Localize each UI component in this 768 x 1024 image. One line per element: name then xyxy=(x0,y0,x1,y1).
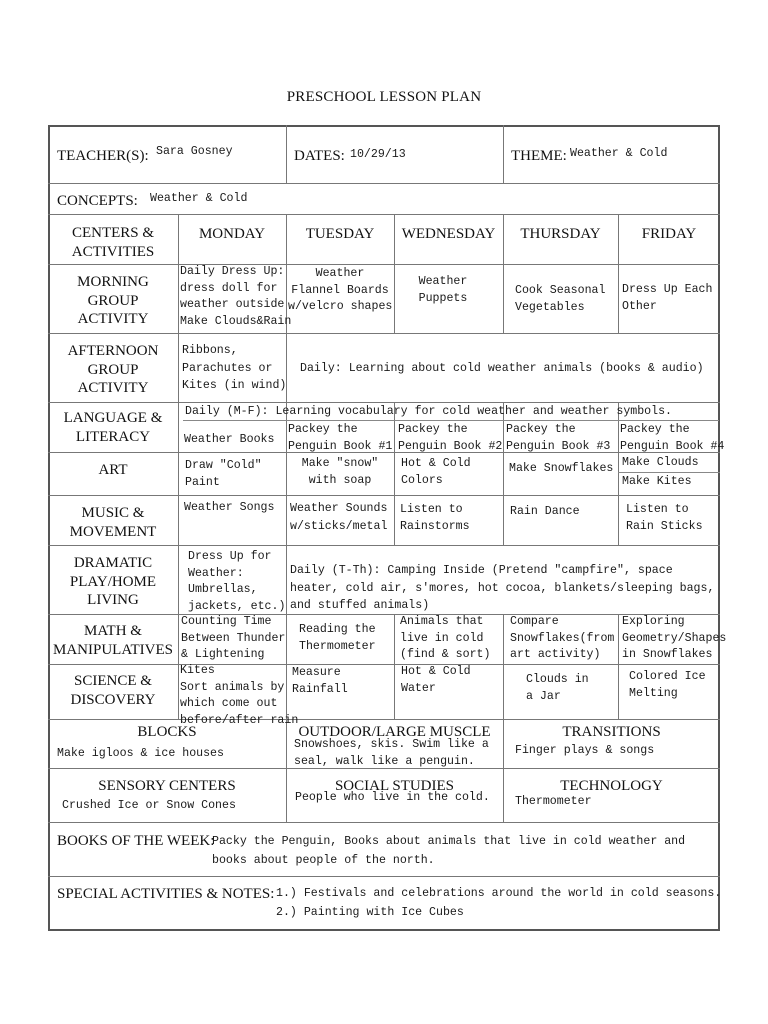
grid-line xyxy=(286,125,287,183)
column-header-friday: FRIDAY xyxy=(641,226,697,242)
grid-line xyxy=(394,402,395,545)
art-tuesday: Make "snow" with soap xyxy=(301,457,379,487)
math-wednesday: Animals that live in cold (find & sort) xyxy=(400,615,491,661)
art-thursday: Make Snowflakes xyxy=(509,462,614,475)
technology-value: Thermometer xyxy=(515,795,592,808)
afternoon-monday: Ribbons, Parachutes or Kites (in wind) xyxy=(182,344,287,392)
morning-wednesday: Weather Puppets xyxy=(418,275,468,305)
column-header-thursday: THURSDAY xyxy=(520,226,601,242)
art-monday: Draw "Cold" Paint xyxy=(185,459,262,489)
daily-underline xyxy=(183,420,719,421)
science-thursday: Clouds in a Jar xyxy=(526,673,589,703)
grid-line xyxy=(48,545,720,546)
music-wednesday: Listen to Rainstorms xyxy=(400,503,470,533)
column-header-monday: MONDAY xyxy=(198,226,266,242)
concepts-value: Weather & Cold xyxy=(150,192,248,205)
grid-line xyxy=(394,614,395,719)
grid-line xyxy=(48,333,720,334)
dramatic-monday: Dress Up for Weather: Umbrellas, jackets, etc.) xyxy=(188,550,286,613)
social-studies-label: SOCIAL STUDIES xyxy=(334,778,455,794)
math-friday: Exploring Geometry/Shapes in Snowflakes xyxy=(622,615,727,661)
transitions-value: Finger plays & songs xyxy=(515,744,655,757)
music-monday: Weather Songs xyxy=(184,501,275,514)
language-tuesday: Packey the Penguin Book #1 xyxy=(288,423,393,453)
column-header-activities: CENTERS & ACTIVITIES xyxy=(71,225,155,260)
art-wednesday: Hot & Cold Colors xyxy=(401,457,471,487)
teacher-label: TEACHER(S): xyxy=(57,148,149,164)
concepts-label: CONCEPTS: xyxy=(57,193,138,209)
grid-line xyxy=(48,822,720,823)
language-daily: Daily (M-F): Learning vocabulary for cold weather and weather symbols. xyxy=(185,405,673,418)
blocks-value: Make igloos & ice houses xyxy=(57,747,224,760)
column-header-wednesday: WEDNESDAY xyxy=(401,226,496,242)
row-label-music-movement: MUSIC & MOVEMENT xyxy=(69,505,157,540)
row-label-morning-group: MORNING GROUP ACTIVITY xyxy=(77,274,149,327)
language-thursday: Packey the Penguin Book #3 xyxy=(506,423,611,453)
language-monday: Weather Books xyxy=(184,433,275,446)
grid-line xyxy=(618,614,619,719)
language-wednesday: Packey the Penguin Book #2 xyxy=(398,423,503,453)
morning-friday: Dress Up Each Other xyxy=(622,283,713,313)
science-wednesday: Hot & Cold Water xyxy=(401,665,471,695)
outdoor-value: Snowshoes, skis. Swim like a seal, walk like a penguin. xyxy=(294,738,489,768)
grid-line xyxy=(503,402,504,545)
art-friday-2: Make Kites xyxy=(622,475,692,488)
grid-line xyxy=(503,125,504,183)
language-friday: Packey the Penguin Book #4 xyxy=(620,423,725,453)
sensory-value: Crushed Ice or Snow Cones xyxy=(62,799,236,812)
grid-line xyxy=(48,183,720,184)
row-label-art: ART xyxy=(98,462,128,478)
morning-tuesday: Weather Flannel Boards w/velcro shapes xyxy=(288,267,393,313)
books-line-1: Packy the Penguin, Books about animals that live in cold weather and xyxy=(212,835,686,848)
sensory-label: SENSORY CENTERS xyxy=(98,778,236,794)
science-friday: Colored Ice Melting xyxy=(629,670,706,700)
dates-label: DATES: xyxy=(294,148,345,164)
science-tuesday: Measure Rainfall xyxy=(292,666,348,696)
special-activities-label: SPECIAL ACTIVITIES & NOTES: xyxy=(57,886,275,902)
row-label-math: MATH & MANIPULATIVES xyxy=(53,623,173,658)
special-line-1: 1.) Festivals and celebrations around the world in cold seasons. xyxy=(276,887,722,900)
transitions-label: TRANSITIONS xyxy=(562,724,661,740)
row-label-language-literacy: LANGUAGE & LITERACY xyxy=(63,410,163,445)
page-title: PRESCHOOL LESSON PLAN xyxy=(286,89,482,105)
theme-label: THEME: xyxy=(511,148,567,164)
blocks-label: BLOCKS xyxy=(137,724,197,740)
books-label: BOOKS OF THE WEEK: xyxy=(57,833,215,849)
grid-line xyxy=(48,876,720,877)
science-monday: Kites Sort animals by which come out before/after rain xyxy=(180,664,299,727)
technology-label: TECHNOLOGY xyxy=(560,778,663,794)
row-label-science: SCIENCE & DISCOVERY xyxy=(70,673,156,708)
afternoon-daily: Daily: Learning about cold weather animals (books & audio) xyxy=(300,362,704,375)
special-line-2: 2.) Painting with Ice Cubes xyxy=(276,906,464,919)
row-label-dramatic-play: DRAMATIC PLAY/HOME LIVING xyxy=(69,555,157,608)
art-friday-1: Make Clouds xyxy=(622,456,699,469)
music-friday: Listen to Rain Sticks xyxy=(626,503,703,533)
outdoor-label: OUTDOOR/LARGE MUSCLE xyxy=(298,724,491,740)
math-monday: Counting Time Between Thunder & Lightening xyxy=(181,615,286,661)
math-thursday: Compare Snowflakes(from art activity) xyxy=(510,615,615,661)
theme-value: Weather & Cold xyxy=(570,147,668,160)
row-label-afternoon-group: AFTERNOON GROUP ACTIVITY xyxy=(67,343,159,396)
grid-line xyxy=(48,719,720,720)
morning-monday: Daily Dress Up: dress doll for weather outside Make Clouds&Rain xyxy=(180,265,292,328)
teacher-value: Sara Gosney xyxy=(156,145,233,158)
morning-thursday: Cook Seasonal Vegetables xyxy=(515,284,606,314)
art-friday-divider xyxy=(618,472,720,473)
math-tuesday: Reading the Thermometer xyxy=(299,623,376,653)
books-line-2: books about people of the north. xyxy=(212,854,435,867)
music-tuesday: Weather Sounds w/sticks/metal xyxy=(290,502,388,533)
dramatic-daily: Daily (T-Th): Camping Inside (Pretend "campfire", space heater, cold air, s'mores, hot cocoa, blankets/sleeping bags, and stuffed animals) xyxy=(290,564,715,612)
social-studies-value: People who live in the cold. xyxy=(295,791,490,804)
column-header-tuesday: TUESDAY xyxy=(305,226,375,242)
music-thursday: Rain Dance xyxy=(510,505,580,518)
dates-value: 10/29/13 xyxy=(350,148,406,161)
